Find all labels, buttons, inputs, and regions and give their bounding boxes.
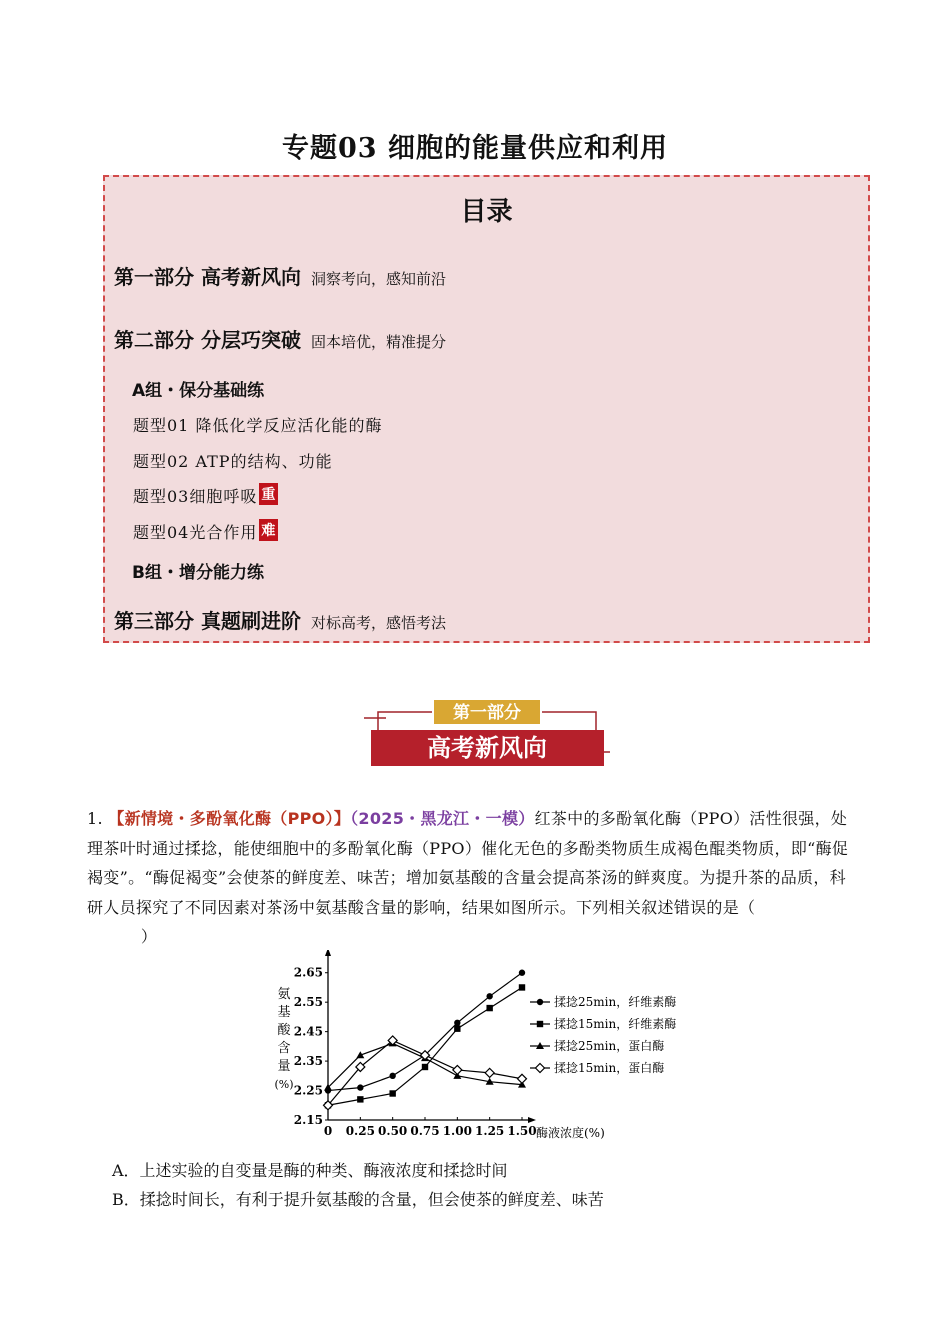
y-axis-label-char: 酸 xyxy=(277,1023,291,1038)
y-tick-label: 2.55 xyxy=(293,995,323,1010)
x-tick-label: 1.50 xyxy=(507,1124,537,1138)
banner-top-label: 第一部分 xyxy=(453,703,521,723)
toc-part-1-label: 第一部分 高考新风向 xyxy=(114,265,301,289)
question-tag: 【新情境・多酚氧化酶（PPO）】 xyxy=(108,809,351,828)
data-point xyxy=(422,1064,428,1070)
legend-label: 揉捻15min，蛋白酶 xyxy=(554,1061,665,1075)
toc-part-2-sub: 固本培优，精准提分 xyxy=(310,333,446,351)
question-source: （2025・黑龙江・一模） xyxy=(350,809,535,828)
y-tick-label: 2.45 xyxy=(293,1024,323,1039)
legend-label: 揉捻15min，纤维素酶 xyxy=(554,1017,677,1031)
data-point xyxy=(454,1020,460,1026)
y-axis-label-unit: (%) xyxy=(274,1078,294,1091)
question-number: 1. xyxy=(87,809,103,828)
toc-group-b[interactable]: B组・增分能力练 xyxy=(132,563,264,583)
legend-marker xyxy=(537,999,543,1005)
toc-part-1[interactable] xyxy=(114,261,446,290)
legend-marker xyxy=(536,1064,545,1073)
toc-group-a[interactable]: A组・保分基础练 xyxy=(132,381,265,401)
question-1 xyxy=(87,804,862,952)
toc-item[interactable] xyxy=(133,449,333,472)
question-text-end: ） xyxy=(140,927,158,946)
y-axis-label-char: 含 xyxy=(277,1041,291,1056)
x-tick-label: 1.25 xyxy=(475,1124,505,1138)
data-point xyxy=(389,1073,395,1079)
legend-label: 揉捻25min，蛋白酶 xyxy=(554,1039,665,1053)
question-text: 红茶中的多酚氧化酶（PPO）活性很强，处理茶叶时通过揉捻，能使细胞中的多酚氧化酶（PPO）催化无色的多酚类物质生成褐色醌类物质，即“酶促褐变”。“酶促褐变”会使茶的鲜度差、味苦；增加氨基酸的含量会提高茶汤的鲜爽度。为提升茶的品质，科研人员探究了不同因素对茶汤中氨基酸含量的影响，结果如图所示。下列相关叙述错误的是（ xyxy=(87,809,849,917)
y-axis-label-char: 量 xyxy=(277,1059,291,1074)
key-point-badge: 重 xyxy=(259,483,278,505)
banner-main-label: 高考新风向 xyxy=(427,734,547,762)
toc-part-2[interactable] xyxy=(114,324,446,353)
y-tick-label: 2.15 xyxy=(293,1113,323,1127)
x-tick-label: 0.75 xyxy=(410,1124,440,1138)
x-tick-label: 0 xyxy=(323,1124,333,1138)
y-axis-label-char: 氨 xyxy=(277,987,291,1002)
toc-item[interactable] xyxy=(133,413,382,436)
section-banner xyxy=(364,698,610,770)
data-point xyxy=(486,993,492,999)
y-tick-label: 2.35 xyxy=(293,1054,323,1069)
x-axis-arrow xyxy=(528,1117,536,1123)
toc-part-3-label: 第三部分 真题刷进阶 xyxy=(114,609,301,633)
data-point xyxy=(518,1074,527,1083)
toc-item-label: 题型01 降低化学反应活化能的酶 xyxy=(133,416,383,435)
data-point xyxy=(453,1065,462,1074)
option-b[interactable]: B．揉捻时间长，有利于提升氨基酸的含量，但会使茶的鲜度差、味苦 xyxy=(112,1190,604,1209)
x-tick-label: 1.00 xyxy=(442,1124,472,1138)
toc-part-3-sub: 对标高考，感悟考法 xyxy=(310,614,446,632)
toc-item-label: 题型03细胞呼吸 xyxy=(133,487,258,506)
legend-marker xyxy=(537,1021,543,1027)
x-tick-label: 0.25 xyxy=(345,1124,375,1138)
x-axis-label: 酶液浓度(%) xyxy=(536,1126,605,1140)
amino-acid-chart xyxy=(262,950,702,1150)
data-point xyxy=(519,984,525,990)
toc-item[interactable] xyxy=(133,519,278,543)
legend-label: 揉捻25min，纤维素酶 xyxy=(554,995,677,1009)
y-tick-label: 2.25 xyxy=(293,1083,323,1098)
toc-part-3[interactable] xyxy=(114,605,446,634)
data-point xyxy=(486,1005,492,1011)
toc-item-label: 题型02 ATP的结构、功能 xyxy=(133,452,333,471)
data-point xyxy=(389,1090,395,1096)
toc-title: 目录 xyxy=(460,197,513,227)
option-a[interactable]: A．上述实验的自变量是酶的种类、酶液浓度和揉捻时间 xyxy=(112,1161,508,1180)
y-axis-label-char: 基 xyxy=(277,1005,291,1020)
toc-item-label: 题型04光合作用 xyxy=(133,523,258,542)
data-point xyxy=(519,970,525,976)
toc-part-1-sub: 洞察考向，感知前沿 xyxy=(310,270,446,288)
y-axis-arrow xyxy=(325,950,331,956)
data-point xyxy=(485,1068,494,1077)
data-point xyxy=(357,1096,363,1102)
difficult-badge: 难 xyxy=(259,519,278,541)
page-title: 专题03 细胞的能量供应和利用 xyxy=(282,133,668,164)
toc-part-2-label: 第二部分 分层巧突破 xyxy=(114,328,301,352)
data-point xyxy=(357,1084,363,1090)
x-tick-label: 0.50 xyxy=(378,1124,408,1138)
data-point xyxy=(454,1025,460,1031)
table-of-contents xyxy=(103,175,870,643)
y-tick-label: 2.65 xyxy=(293,965,323,980)
toc-item[interactable] xyxy=(133,483,278,507)
